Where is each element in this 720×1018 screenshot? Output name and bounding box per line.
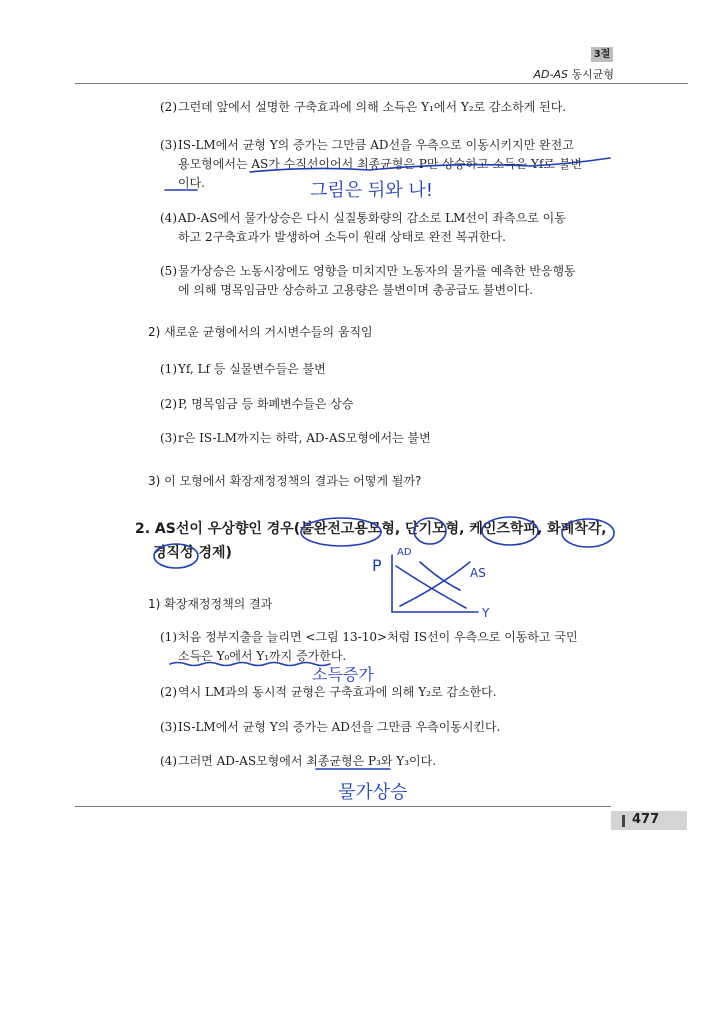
para-4-text1: AD-AS에서 물가상승은 다시 실질통화량의 감소로 LM선이 좌측으로 이동 <box>178 211 566 225</box>
chapter-title-rest: 동시균형 <box>567 68 614 81</box>
s2-item-3 <box>160 431 431 445</box>
s2-item-3-text: r은 IS-LM까지는 하락, AD-AS모형에서는 불변 <box>178 431 431 445</box>
para-3-line1 <box>160 138 574 152</box>
section-2-heading-line2: 경직성 경제) <box>153 545 232 561</box>
sec2-item-1-line1 <box>160 630 578 644</box>
sec2-item-1-line2: 소득은 Y₀에서 Y₁까지 증가한다. <box>178 649 347 663</box>
handwriting-graph-as: AS <box>470 566 486 580</box>
page-number-bar <box>622 815 625 827</box>
page-number: 477 <box>632 812 660 827</box>
para-5-text1: 물가상승은 노동시장에도 영향을 미치지만 노동자의 물가를 예측한 반응행동 <box>178 264 576 278</box>
handwriting-graph-ad: AD <box>397 547 412 558</box>
header-rule <box>75 83 688 84</box>
para-5-line1 <box>160 264 576 278</box>
handwriting-graph-p: P <box>372 556 382 575</box>
para-2-num: (2) <box>160 100 177 114</box>
sec2-item-3-num: (3) <box>160 720 177 734</box>
sec2-item-2-text: 역시 LM과의 동시적 균형은 구축효과에 의해 Y₂로 감소한다. <box>178 685 497 699</box>
graph-ad-curve <box>396 566 466 608</box>
chapter-title-italic: AD-AS <box>533 68 568 81</box>
handwriting-note-3: 물가상승 <box>338 782 408 803</box>
para-5-line2: 에 의해 명목임금만 상승하고 고용량은 불변이며 총공급도 불변이다. <box>178 283 534 297</box>
para-5-num: (5) <box>160 264 177 278</box>
section-2-heading-line1: 2. AS선이 우상향인 경우(불완전고용모형, 단기모형, 케인즈학파, 화폐착각, <box>135 521 607 537</box>
para-4-num: (4) <box>160 211 177 225</box>
s2-item-3-num: (3) <box>160 431 177 445</box>
sec2-item-1-num: (1) <box>160 630 177 644</box>
s2-item-2-text: P, 명목임금 등 화폐변수들은 상승 <box>178 397 354 411</box>
sec2-item-3-text: IS-LM에서 균형 Y의 증가는 AD선을 그만큼 우측이동시킨다. <box>178 720 501 734</box>
para-3-text1: IS-LM에서 균형 Y의 증가는 그만큼 AD선을 우측으로 이동시키지만 완전고 <box>178 138 574 152</box>
s2-item-1-text: Yf, Lf 등 실물변수들은 불변 <box>178 362 326 376</box>
sec2-item-3 <box>160 720 500 734</box>
sec2-item-4-text: 그러면 AD-AS모형에서 최종균형은 P₃와 Y₃이다. <box>178 754 437 768</box>
subsection-2-heading: 2) 새로운 균형에서의 거시변수들의 움직임 <box>148 325 373 339</box>
s2-item-1-num: (1) <box>160 362 177 376</box>
para-4-line2: 하고 2구축효과가 발생하여 소득이 원래 상태로 완전 복귀한다. <box>178 230 506 244</box>
chapter-badge: 3절 <box>591 47 613 62</box>
handwriting-graph-y: Y <box>482 606 490 620</box>
para-2 <box>160 100 566 114</box>
handwriting-note-1: 그림은 뒤와 나! <box>310 180 433 201</box>
s2-item-2-num: (2) <box>160 397 177 411</box>
sec2-item-2 <box>160 685 497 699</box>
sec2-item-4 <box>160 754 436 768</box>
para-2-text: 그런데 앞에서 설명한 구축효과에 의해 소득은 Y₁에서 Y₂로 감소하게 된다. <box>178 100 567 114</box>
para-3-num: (3) <box>160 138 177 152</box>
para-3-line2: 용모형에서는 AS가 수직선이어서 최종균형은 P만 상승하고 소득은 Yf로 불변 <box>178 157 583 171</box>
s2-item-1 <box>160 362 326 376</box>
graph-ad-curve2 <box>420 562 460 590</box>
para-4-line1 <box>160 211 566 225</box>
footer-rule <box>75 806 611 807</box>
chapter-title <box>534 66 615 82</box>
graph-as-curve <box>400 562 470 606</box>
sec2-item-1-text1: 처음 정부지출을 늘리면 <그림 13-10>처럼 IS선이 우측으로 이동하고 국민 <box>178 630 578 644</box>
s2-item-2 <box>160 397 353 411</box>
sec2-item-2-num: (2) <box>160 685 177 699</box>
sec2-item-4-num: (4) <box>160 754 177 768</box>
section-2-sub-heading: 1) 확장재정정책의 결과 <box>148 597 273 611</box>
handwriting-note-2: 소득증가 <box>312 665 374 684</box>
subsection-3-heading: 3) 이 모형에서 확장재정정책의 결과는 어떻게 될까? <box>148 474 422 488</box>
para-3-line3: 이다. <box>178 176 205 190</box>
